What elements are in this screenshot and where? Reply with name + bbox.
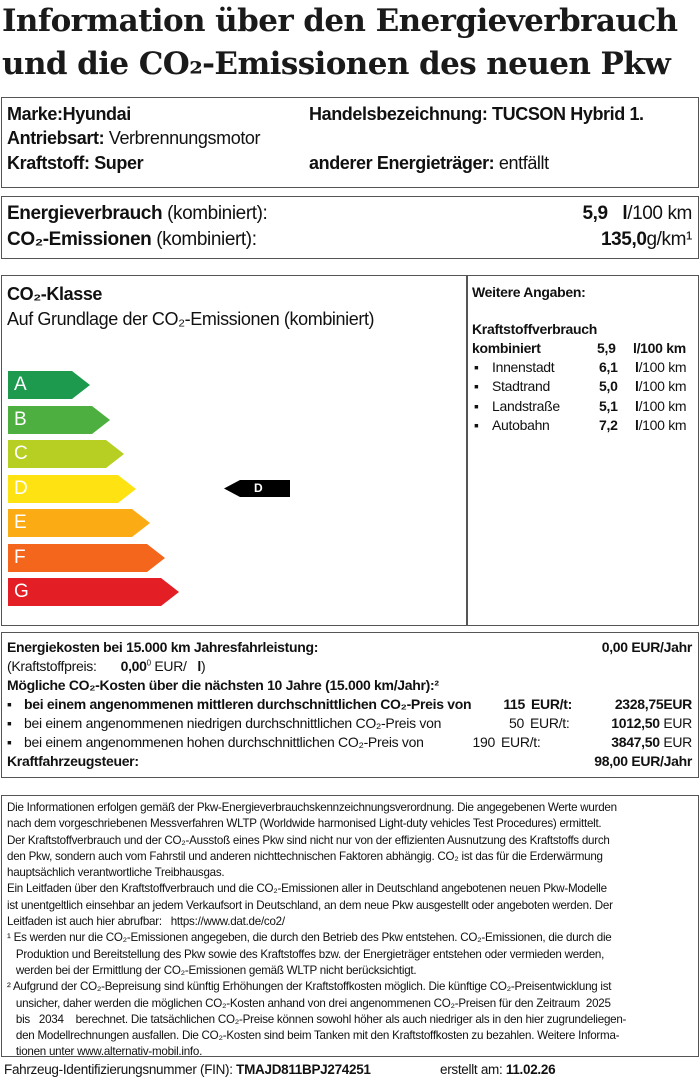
price-sup: 0 [146,658,151,668]
co2-class-bar-C [8,440,124,468]
handel-label: Handelsbezeichnung: [309,104,488,124]
co2-class-bar-E [8,509,150,537]
costs-box [1,632,699,778]
list-item [474,378,479,394]
kombiniert-value: 5,9 [597,340,616,356]
bar-letter: D [14,477,28,499]
bullet-icon: ▪ [474,416,479,433]
co2-suffix: (kombiniert): [156,229,257,250]
co2-value: 135,0 [600,229,647,250]
bullet-icon: ▪ [7,715,12,731]
bar-letter: B [14,408,27,430]
energy-suffix: (kombiniert): [167,203,268,224]
co2-class-subheading: Auf Grundlage der CO₂-Emissionen (kombiniert) [7,309,375,329]
note-line: tionen unter www.alternativ-mobil.info. [7,1045,203,1059]
energy-label: Energieverbrauch [7,203,163,224]
scenario-value: 3847,50 [611,734,660,750]
note-line: Der Kraftstoffverbrauch und der CO₂-Ausstoß eines Pkw sind nicht nur von der effizienten Ausnutzung des Kraftstoffs durch [7,833,610,847]
scenario-unit: EUR/t: [531,696,572,712]
scenario-currency: EUR [663,734,692,750]
item-unit-l: l [635,359,639,375]
price-l: l [197,658,202,674]
bar-letter: A [14,374,27,395]
bullet-icon: ▪ [474,397,479,414]
list-item [474,398,479,414]
item-label: Innenstadt [492,359,555,375]
kraftstoff-value: Super [94,153,144,173]
co2-class-bar-D [8,475,136,503]
item-value: 7,2 [599,416,618,433]
note-line: werden bei der Ermittlung der CO₂-Emissionen gemäß WLTP nicht berücksichtigt. [7,963,417,977]
co2-label: CO₂-Emissionen [7,229,152,250]
price-unit: EUR/ [154,658,187,674]
notes-box [1,795,699,1057]
scenario-value: 1012,50 [611,715,660,731]
co2-class-bar-G [8,578,179,606]
co2-class-bar-B [8,406,110,434]
bullet-icon: ▪ [474,378,479,395]
current-class-indicator [224,480,290,497]
kv-label: Kraftstoffverbrauch [472,321,597,337]
note-line: Produktion und Bereitstellung des Pkw sowie des Kraftstoffes bzw. der Energieträger entstehen oder vermieden werden, [7,947,605,961]
consumption-box [1,196,699,259]
note-line: unsicher, daher werden die möglichen CO₂-Kosten anhand von drei angenommenen CO₂-Preisen für den Zeitraum 2025 [7,996,611,1010]
fin-row [4,1062,371,1077]
co2-class-bar-A [8,371,90,399]
energy-unit-l: l [622,203,628,224]
co2-class-bar-F [8,544,165,572]
price-value: 0,00 [120,658,147,674]
list-item [474,417,479,433]
kombiniert-unit: l/100 km [633,340,686,356]
kombiniert-label: kombiniert [472,340,541,356]
item-label: Landstraße [492,397,560,414]
scenario-currency: EUR [663,696,692,712]
weitere-heading: Weitere Angaben: [472,284,586,300]
price-close: ) [201,658,206,674]
note-line: bis 2034 berechnet. Die tatsächlichen CO₂-Preise können sowohl höher als auch niedriger als in den hier zugrundeliegen- [7,1012,627,1026]
tax-label: Kraftfahrzeugsteuer: [7,753,139,769]
scenario-unit: EUR/t: [501,734,541,750]
date-label: erstellt am: [440,1062,503,1077]
item-unit-l: l [635,378,639,395]
note-line: ² Aufgrund der CO₂-Bepreisung sind künftig Erhöhungen der Kraftstoffkosten möglich. Die künftige CO₂-Preisentwicklung ist [7,980,612,994]
bar-shape [8,509,150,537]
bullet-icon: ▪ [7,734,12,750]
kraftstoff-label: Kraftstoff: [7,153,90,173]
item-unit: /100 km [638,378,687,395]
handel-value: TUCSON Hybrid 1. [492,104,644,124]
marke-label: Marke: [7,104,63,124]
item-value: 6,1 [599,359,618,375]
note-line: ¹ Es werden nur die CO₂-Emissionen angegeben, die durch den Betrieb des Pkw entstehen. CO₂-Emissionen, die durch die [7,931,612,945]
energy-value: 5,9 [582,203,608,224]
note-line: ist unentgeltlich einsehbar an jedem Verkaufsort in Deutschland, an dem neue Pkw ausgestellt oder angeboten werden. Der [7,898,613,912]
item-label: Autobahn [492,416,550,433]
anderer-label: anderer Energieträger: [309,153,495,173]
divider [466,276,468,625]
note-line: nach dem vorgeschriebenen Messverfahren WLTP (Worldwide harmonised Light-duty vehicles Test Procedures) ermittelt. [7,817,602,831]
scenario-price: 190 [472,734,495,750]
scenario-text: bei einem angenommenen hohen durchschnittlichen CO₂-Preis von [24,734,424,750]
scenario-text: bei einem angenommenen niedrigen durchschnittlichen CO₂-Preis von [24,715,442,731]
item-value: 5,1 [599,397,618,414]
item-unit: /100 km [638,397,687,414]
co2-class-box [1,275,699,626]
vehicle-info-box [1,97,699,188]
note-line: hauptsächlich verantwortliche Treibhausgas. [7,866,225,880]
note-line: den Pkw, sondern auch vom Fahrstil und anderen nichttechnischen Faktoren abhängig. CO₂ ist das für die Erderwärmung [7,849,603,863]
item-label: Stadtrand [492,378,551,395]
item-unit: /100 km [638,359,687,375]
energy-cost-value: 0,00 EUR/Jahr [601,639,692,655]
bullet-icon: ▪ [7,696,12,712]
bar-letter: C [14,443,28,464]
page-title: Information über den Energieverbrauch und die CO₂-Emissionen des neuen Pkw [2,3,678,82]
tax-value: 98,00 EUR/Jahr [594,753,692,769]
bar-shape [8,544,165,572]
item-unit-l: l [635,416,639,433]
note-line: Leitfaden ist auch hier abrufbar: https://www.dat.de/co2/ [7,915,285,929]
bar-letter: G [14,581,29,602]
note-line: Ein Leitfaden über den Kraftstoffverbrauch und die CO₂-Emissionen aller in Deutschland angebotenen neuen Pkw-Modelle [7,882,607,896]
fin-label: Fahrzeug-Identifizierungsnummer (FIN): [4,1062,233,1077]
date-value: 11.02.26 [505,1062,556,1077]
scenario-text: bei einem angenommenen mittleren durchschnittlichen CO₂-Preis von [24,696,472,712]
bar-shape [8,578,179,606]
co2-class-heading: CO₂-Klasse [7,284,103,304]
note-line: den Modellrechnungen ausfallen. Die CO₂-Kosten sind beim Tanken mit den Kraftstoffkosten zu bezahlen. Weitere Informa- [7,1029,620,1043]
antrieb-label: Antriebsart: [7,128,105,148]
list-item [474,359,479,375]
marke-value: Hyundai [62,104,131,124]
bar-letter: F [14,546,26,568]
bullet-icon: ▪ [474,359,479,375]
note-line: Die Informationen erfolgen gemäß der Pkw-Energieverbrauchskennzeichnungsverordnung. Die angegebenen Werte wurden [7,801,617,814]
item-unit-l: l [635,397,639,414]
scenario-value: 2328,75 [614,696,664,712]
item-value: 5,0 [599,378,618,395]
energy-unit: /100 km [627,203,692,224]
scenario-unit: EUR/t: [530,715,570,731]
anderer-value: entfällt [498,153,549,173]
scenario-price: 50 [509,715,524,731]
energy-cost-label: Energiekosten bei 15.000 km Jahresfahrleistung: [7,639,319,655]
co2-cost-heading: Mögliche CO₂-Kosten über die nächsten 10 Jahre (15.000 km/Jahr):² [7,677,439,693]
item-unit: /100 km [638,416,687,433]
current-class-letter: D [254,481,263,495]
fin-value: TMAJD811BPJ274251 [236,1062,371,1077]
price-label: (Kraftstoffpreis: [7,658,97,674]
scenario-price: 115 [503,696,525,712]
scenario-currency: EUR [663,715,692,731]
antrieb-value: Verbrennungsmotor [108,128,261,148]
bar-letter: E [14,512,27,533]
date-row [440,1062,555,1077]
co2-unit: g/km¹ [646,229,692,250]
